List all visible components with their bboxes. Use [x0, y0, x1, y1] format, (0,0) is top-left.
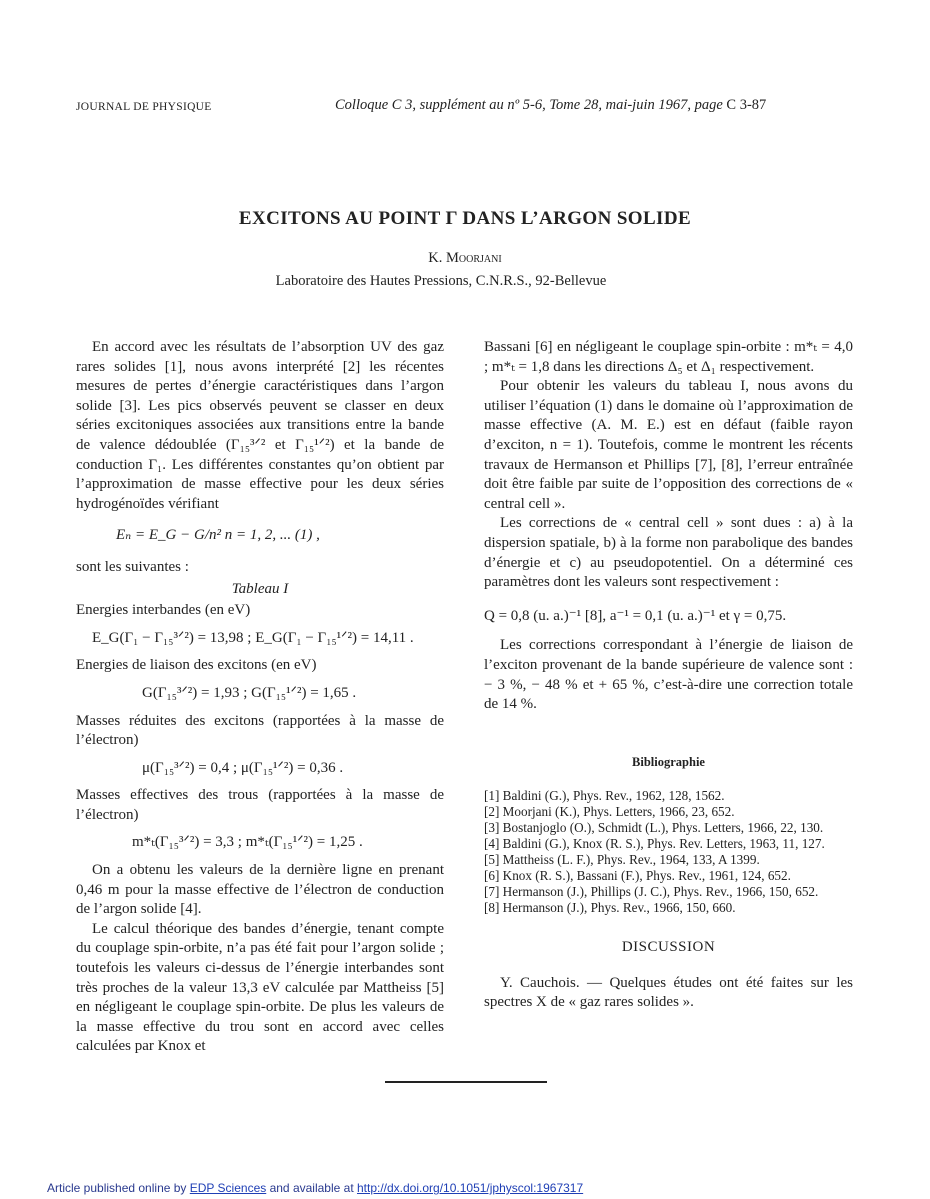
article-title: EXCITONS AU POINT Γ DANS L’ARGON SOLIDE: [238, 208, 692, 229]
doi-link[interactable]: http://dx.doi.org/10.1051/jphyscol:1967317: [356, 1181, 584, 1195]
table-label: Masses réduites des excitons (rapportées à la masse de l’électron): [76, 712, 444, 749]
table-title: Tableau I: [231, 580, 289, 597]
page-number: C 3-87: [726, 97, 767, 113]
paragraph: Le calcul théorique des bandes d’énergie, tenant compte du couplage spin-orbite, n’a pas été fait pour l’argon solide ; toutefois les valeurs ci-dessus de l’énergie interbandes sont très proches de la valeur 13,3 eV calculée par Mattheiss [5] en négligeant le couplage spin-orbite. De plus les valeurs de la masse effective du trou sont en accord avec celles calculées par Knox et: [76, 920, 444, 1055]
bibliography-list: [484, 788, 853, 916]
footer-middle: and available at: [266, 1181, 357, 1195]
publication-footer: [47, 1181, 583, 1195]
right-column: [484, 338, 853, 1013]
paragraph: On a obtenu les valeurs de la dernière ligne en prenant 0,46 m pour la masse effective de l’électron de conduction de l’argon solide [4].: [76, 862, 444, 918]
discussion-text: Y. Cauchois. — Quelques études ont été faites sur les spectres X de « gaz rares solides ».: [484, 974, 853, 1011]
discussion-title: DISCUSSION: [621, 939, 716, 956]
equation-2: Q = 0,8 (u. a.)⁻¹ [8], a⁻¹ = 0,1 (u. a.)⁻¹ et γ = 0,75.: [484, 607, 787, 624]
article-author: K. Moorjani: [428, 250, 502, 266]
table-equation: m*ₜ(Γ₁₅³ᐟ²) = 3,3 ; m*ₜ(Γ₁₅¹ᐟ²) = 1,25 .: [132, 834, 363, 851]
paragraph: Bassani [6] en négligeant le couplage spin-orbite : m*ₜ = 4,0 ; m*ₜ = 1,8 dans les directions Δ₅ et Δ₁ respectivement.: [484, 339, 853, 375]
bibliography-item: [6] Knox (R. S.), Bassani (F.), Phys. Rev., 1961, 124, 652.: [484, 868, 791, 884]
publisher-link[interactable]: EDP Sciences: [189, 1181, 267, 1195]
paragraph: Pour obtenir les valeurs du tableau I, nous avons du utiliser l’équation (1) dans le domaine où l’approximation de masse effective (A. M. E.) est en défaut (faible rayon d’exciton, n = 1). Toutefois, comme le montrent les récents travaux de Hermanson et Phillips [7], [8], l’erreur entraînée doit être faible par suite de l’opposition des corrections de « central cell ».: [484, 378, 853, 512]
footer-prefix: Article published online by: [47, 1181, 190, 1195]
table-equation: G(Γ₁₅³ᐟ²) = 1,93 ; G(Γ₁₅¹ᐟ²) = 1,65 .: [142, 684, 357, 701]
paragraph: En accord avec les résultats de l’absorption UV des gaz rares solides [1], nous avons interprété [2] les récentes mesures de pertes d’énergie caractéristiques dans l’argon solide [3]. Les pics observés peuvent se classer en deux séries excitoniques associées aux transitions entre la bande de valence dédoublée (Γ₁₅³ᐟ² et Γ₁₅¹ᐟ²) et la bande de conduction Γ₁. Les différentes constantes qu’on obtient par l’approximation de masse effective pour les deux séries hydrogénoïdes vérifiant: [76, 339, 444, 512]
paragraph: Les corrections de « central cell » sont dues : a) à la dispersion spatiale, b) à la forme non parabolique des bandes d’énergie et c) au pseudopotentiel. On a déterminé ces paramètres dont les valeurs sont respectivement :: [484, 515, 853, 591]
end-rule: [385, 1081, 547, 1083]
bibliography-item: [1] Baldini (G.), Phys. Rev., 1962, 128, 1562.: [484, 788, 725, 804]
table-equation: μ(Γ₁₅³ᐟ²) = 0,4 ; μ(Γ₁₅¹ᐟ²) = 0,36 .: [142, 759, 344, 776]
bibliography-item: [5] Mattheiss (L. F.), Phys. Rev., 1964, 133, A 1399.: [484, 852, 760, 868]
bibliography-title: Bibliographie: [632, 754, 705, 769]
bibliography-item: [4] Baldini (G.), Knox (R. S.), Phys. Rev. Letters, 1963, 11, 127.: [484, 836, 825, 852]
bibliography-item: [7] Hermanson (J.), Phillips (J. C.), Phys. Rev., 1966, 150, 652.: [484, 884, 819, 900]
equation-1: Eₙ = E_G − G/n² n = 1, 2, ... (1) ,: [116, 527, 320, 544]
bibliography-item: [3] Bostanjoglo (O.), Schmidt (L.), Phys. Letters, 1966, 22, 130.: [484, 820, 824, 836]
table-equation: E_G(Γ₁ − Γ₁₅³ᐟ²) = 13,98 ; E_G(Γ₁ − Γ₁₅¹ᐟ²) = 14,11 .: [92, 629, 414, 646]
table-label: Masses effectives des trous (rapportées à la masse de l’électron): [76, 787, 444, 823]
issue-info: [335, 97, 766, 114]
journal-name: JOURNAL DE PHYSIQUE: [76, 101, 212, 113]
table-label: Energies de liaison des excitons (en eV): [76, 657, 317, 674]
left-column: [76, 338, 444, 1057]
colloque-text: Colloque C 3, supplément au nº 5-6, Tome 28, mai-juin 1967, page: [335, 97, 723, 113]
paragraph: sont les suivantes :: [76, 558, 189, 575]
article-affiliation: Laboratoire des Hautes Pressions, C.N.R.S., 92-Bellevue: [275, 273, 607, 289]
paragraph: Les corrections correspondant à l’énergie de liaison de l’exciton provenant de la bande supérieure de valence sont : − 3 %, − 48 % et + 65 %, c’est-à-dire une correction totale de 14 %.: [484, 637, 853, 713]
bibliography-item: [2] Moorjani (K.), Phys. Letters, 1966, 23, 652.: [484, 804, 735, 820]
table-label: Energies interbandes (en eV): [76, 602, 251, 619]
bibliography-item: [8] Hermanson (J.), Phys. Rev., 1966, 150, 660.: [484, 900, 736, 916]
